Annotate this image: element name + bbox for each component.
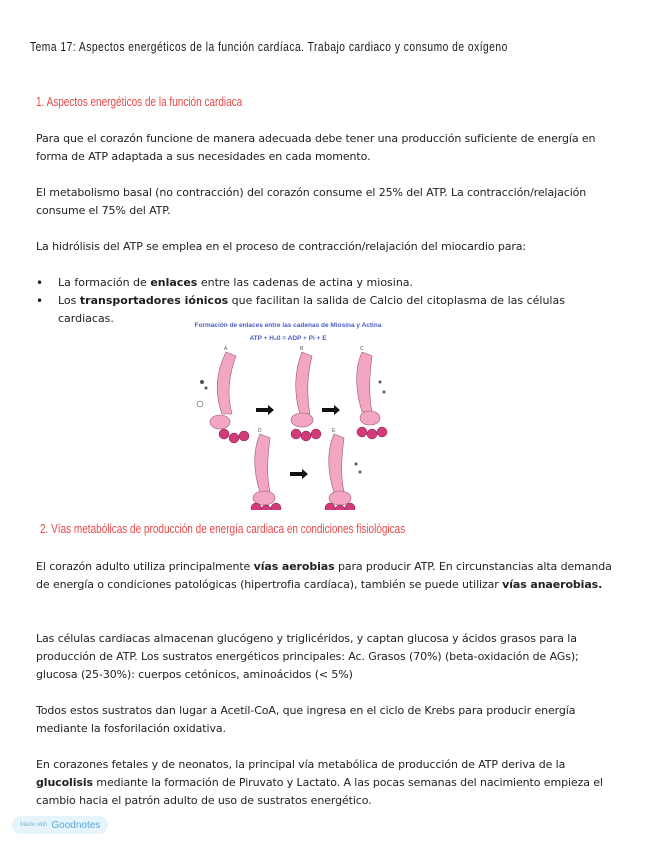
panel-c-illustration	[357, 346, 387, 439]
label-c: C	[360, 346, 364, 352]
cross-bridge-diagram	[188, 322, 388, 510]
section2-paragraph-4: En corazones fetales y de neonatos, la principal vía metabólica de producción de ATP deriva de la glucolisis mediante la formación de Piruvato y Lactato. A las pocas semanas del nacimiento empieza el cambio hacia el patrón adulto de uso de sustratos energético.	[36, 758, 603, 807]
figure-equation: ATP + H₂0 = ADP + Pi + E	[249, 335, 327, 342]
panel-e-illustration	[325, 428, 362, 510]
atp-uses-list	[36, 274, 616, 328]
list-item: • La formación de enlaces entre las cadenas de actina y miosina.	[36, 274, 616, 292]
panel-a-illustration	[197, 346, 249, 443]
section2-paragraph-1: El corazón adulto utiliza principalmente vías aerobias para producir ATP. En circunstancias alta demanda de energía o condiciones patológicas (hipertrofia cardíaca), también se puede utilizar vías anaerobias.	[36, 560, 612, 591]
myosin-actin-figure	[188, 322, 388, 510]
arrow-icon	[322, 405, 340, 415]
label-b: B	[300, 346, 304, 352]
panel-d-illustration	[251, 428, 281, 510]
section2-paragraph-3: Todos estos sustratos dan lugar a Acetil-CoA, que ingresa en el ciclo de Krebs para producir energía mediante la fosforilación oxidativa.	[36, 704, 576, 735]
made-with-label: Made with	[20, 822, 48, 828]
section1-paragraph-3: La hidrólisis del ATP se emplea en el proceso de contracción/relajación del miocardio para:	[36, 240, 527, 253]
section1-paragraph-1: Para que el corazón funcione de manera adecuada debe tener una producción suficiente de energía en forma de ATP adaptada a sus necesidades en cada momento.	[36, 132, 596, 163]
section2-paragraph-2: Las células cardiacas almacenan glucógeno y triglicéridos, y captan glucosa y ácidos grasos para la producción de ATP. Los sustratos energéticos principales: Ac. Grasos (70%) (beta-oxidación de AGs); glucosa (25-30%): cuerpos cetónicos, aminoácidos (< 5%)	[36, 632, 579, 681]
page-title: Tema 17: Aspectos energéticos de la función cardíaca. Trabajo cardiaco y consumo de oxígeno	[30, 40, 508, 54]
label-a: A	[224, 346, 228, 352]
goodnotes-logo: Goodnotes	[51, 819, 101, 831]
arrow-icon	[290, 469, 308, 479]
figure-title: Formación de enlaces entre las cadenas de Miosina y Actina	[194, 322, 382, 329]
section1-paragraph-2: El metabolismo basal (no contracción) del corazón consume el 25% del ATP. La contracción/relajación consume el 75% del ATP.	[36, 186, 587, 217]
label-e: E	[332, 428, 336, 434]
section1-heading: 1. Aspectos energéticos de la función cardiaca	[36, 95, 243, 109]
panel-b-illustration	[291, 346, 321, 441]
goodnotes-badge	[12, 816, 108, 834]
label-d: D	[258, 428, 262, 434]
section2-heading: 2. Vías metabólicas de producción de energía cardiaca en condiciones fisiológicas	[40, 522, 406, 536]
arrow-icon	[256, 405, 274, 415]
list-item: • Los transportadores iónicos que facilitan la salida de Calcio del citoplasma de las células cardiacas.	[36, 292, 616, 328]
